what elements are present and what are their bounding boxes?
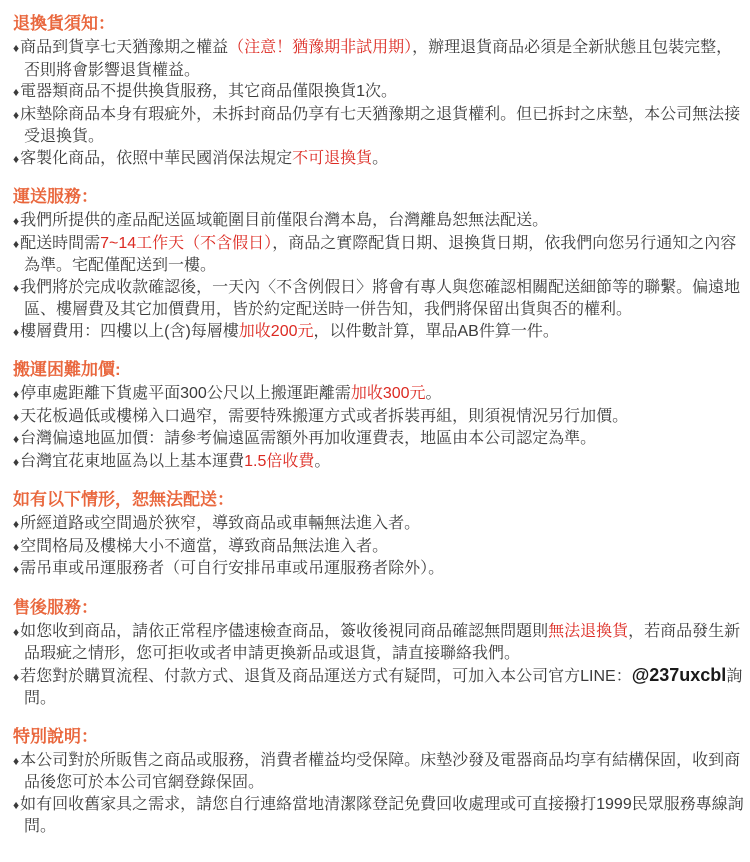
section-title: 如有以下情形，恕無法配送： <box>13 490 234 509</box>
text-segment-normal: 詢問。 <box>24 667 743 707</box>
diamond-bullet-icon: ♦ <box>13 454 20 469</box>
section-title: 售後服務： <box>13 597 98 617</box>
policy-item <box>13 513 744 536</box>
policy-item <box>13 665 744 710</box>
text-segment-normal: 樓層費用：四樓以上(含)每層樓 <box>20 322 239 340</box>
policy-item <box>13 451 744 474</box>
section-title: 搬運困難加價: <box>13 360 121 379</box>
diamond-bullet-icon: ♦ <box>13 107 20 122</box>
text-segment-red: （注意！猶豫期非試用期） <box>228 39 413 56</box>
text-segment-normal: ，以件數計算，單品AB件算一件。 <box>313 322 559 340</box>
policy-item <box>13 750 744 794</box>
text-segment-normal: 床墊除商品本身有瑕疵外，未拆封商品仍享有七天猶豫期之退貨權利。但已拆封之床墊，本公司無法接受退換貨。 <box>20 105 741 145</box>
text-segment-normal: 若您對於購買流程、付款方式、退貨及商品運送方式有疑問，可加入本公司官方LINE： <box>20 667 632 685</box>
policy-item <box>13 81 744 104</box>
text-segment-red: 加收200元 <box>238 322 314 340</box>
text-segment-normal: 。 <box>372 149 389 167</box>
text-segment-normal: 電器類商品不提供換貨服務，其它商品僅限換貨1次。 <box>20 83 398 100</box>
section-item-list <box>13 750 744 838</box>
policy-item <box>13 277 744 321</box>
diamond-bullet-icon: ♦ <box>13 409 20 424</box>
diamond-bullet-icon: ♦ <box>13 280 20 295</box>
section-item-list <box>13 383 744 473</box>
policy-item <box>13 148 744 171</box>
text-segment-normal: 我們所提供的產品配送區域範圍目前僅限台灣本島，台灣離島恕無法配送。 <box>20 212 549 229</box>
text-segment-normal: 台灣偏遠地區加價：請參考偏遠區需額外再加收運費表，地區由本公司認定為準。 <box>20 430 597 447</box>
text-segment-normal: 所經道路或空間過於狹窄，導致商品或車輛無法進入者。 <box>20 515 421 532</box>
diamond-bullet-icon: ♦ <box>13 624 20 639</box>
section-title: 特別說明： <box>13 726 98 746</box>
policy-item <box>13 383 744 406</box>
policy-section <box>13 726 744 838</box>
text-segment-red: 無法退換貨 <box>548 622 629 640</box>
diamond-bullet-icon: ♦ <box>13 324 20 339</box>
text-segment-normal: 。 <box>314 452 331 470</box>
section-item-list <box>13 37 744 170</box>
policy-item <box>13 428 744 451</box>
diamond-bullet-icon: ♦ <box>13 753 20 768</box>
policy-item <box>13 558 744 581</box>
text-segment-normal: 客製化商品，依照中華民國消保法規定 <box>20 149 293 167</box>
policy-item <box>13 233 744 277</box>
section-title: 運送服務： <box>13 187 98 206</box>
diamond-bullet-icon: ♦ <box>13 669 20 684</box>
text-segment-normal: ，辦理退貨商品必須是全新狀態且包裝完整，否則將會影響退貨權益。 <box>24 39 733 79</box>
diamond-bullet-icon: ♦ <box>13 432 20 446</box>
policy-item <box>13 104 744 148</box>
diamond-bullet-icon: ♦ <box>13 85 20 99</box>
diamond-bullet-icon: ♦ <box>13 562 20 576</box>
text-segment-normal: 本公司對於所販售之商品或服務，消費者權益均受保障。床墊沙發及電器商品均享有結構保固，收到商品後您可於本公司官網登錄保固。 <box>20 751 741 791</box>
text-segment-normal: 空間格局及樓梯大小不適當，導致商品無法進入者。 <box>20 537 389 555</box>
diamond-bullet-icon: ♦ <box>13 517 20 531</box>
text-segment-normal: 我們將於完成收款確認後，一天內〈不含例假日〉將會有專人與您確認相關配送細節等的聯繫。偏遠地區、樓層費及其它加價費用，皆於約定配送時一併告知，我們將保留出貨與否的權利。 <box>20 278 741 318</box>
diamond-bullet-icon: ♦ <box>13 151 20 166</box>
policy-item <box>13 536 744 559</box>
text-segment-normal: 配送時間需 <box>20 234 101 252</box>
policy-item <box>13 210 744 233</box>
text-segment-red: 1.5倍收費 <box>244 452 315 470</box>
policy-item <box>13 321 744 344</box>
text-segment-normal: 需吊車或吊運服務者（可自行安排吊車或吊運服務者除外）。 <box>20 560 445 577</box>
policy-item <box>13 621 744 665</box>
text-segment-bold: @237uxcbl <box>631 664 727 685</box>
text-segment-red: 不可退換貨 <box>292 149 373 167</box>
diamond-bullet-icon: ♦ <box>13 236 20 251</box>
text-segment-red: 加收300元 <box>350 385 426 402</box>
text-segment-normal: 。 <box>425 385 442 402</box>
policy-section <box>13 186 744 343</box>
text-segment-normal: 停車處距離下貨處平面300公尺以上搬運距離需 <box>20 385 351 402</box>
policy-item <box>13 794 744 838</box>
diamond-bullet-icon: ♦ <box>13 539 20 554</box>
policy-item <box>13 406 744 429</box>
text-segment-normal: ，若商品發生新品瑕疵之情形，您可拒收或者申請更換新品或退貨，請直接聯絡我們。 <box>24 622 741 662</box>
section-item-list <box>13 513 744 581</box>
text-segment-normal: 台灣宜花東地區為以上基本運費 <box>20 452 245 470</box>
text-segment-normal: 商品到貨享七天猶豫期之權益 <box>20 39 229 56</box>
text-segment-red: 7~14工作天（不含假日） <box>100 234 273 252</box>
text-segment-normal: ，商品之實際配貨日期、退換貨日期，依我們向您另行通知之內容為準。宅配僅配送到一樓。 <box>24 234 737 274</box>
section-item-list <box>13 210 744 343</box>
diamond-bullet-icon: ♦ <box>13 214 20 228</box>
diamond-bullet-icon: ♦ <box>13 41 20 55</box>
policy-section <box>13 489 744 581</box>
text-segment-normal: 天花板過低或樓梯入口過窄，需要特殊搬運方式或者拆裝再組，則須視情況另行加價。 <box>20 407 629 425</box>
diamond-bullet-icon: ♦ <box>13 387 20 401</box>
text-segment-normal: 如您收到商品，請依正常程序儘速檢查商品，簽收後視同商品確認無問題則 <box>20 622 549 640</box>
section-title: 退換貨須知： <box>13 14 115 33</box>
policy-section <box>13 359 744 473</box>
policy-section <box>13 13 744 170</box>
section-item-list <box>13 621 744 710</box>
diamond-bullet-icon: ♦ <box>13 797 20 812</box>
policy-section <box>13 597 744 710</box>
policy-item <box>13 37 744 81</box>
text-segment-normal: 如有回收舊家具之需求，請您自行連絡當地清潔隊登記免費回收處理或可直接撥打1999民眾服務專線詢問。 <box>20 795 744 835</box>
